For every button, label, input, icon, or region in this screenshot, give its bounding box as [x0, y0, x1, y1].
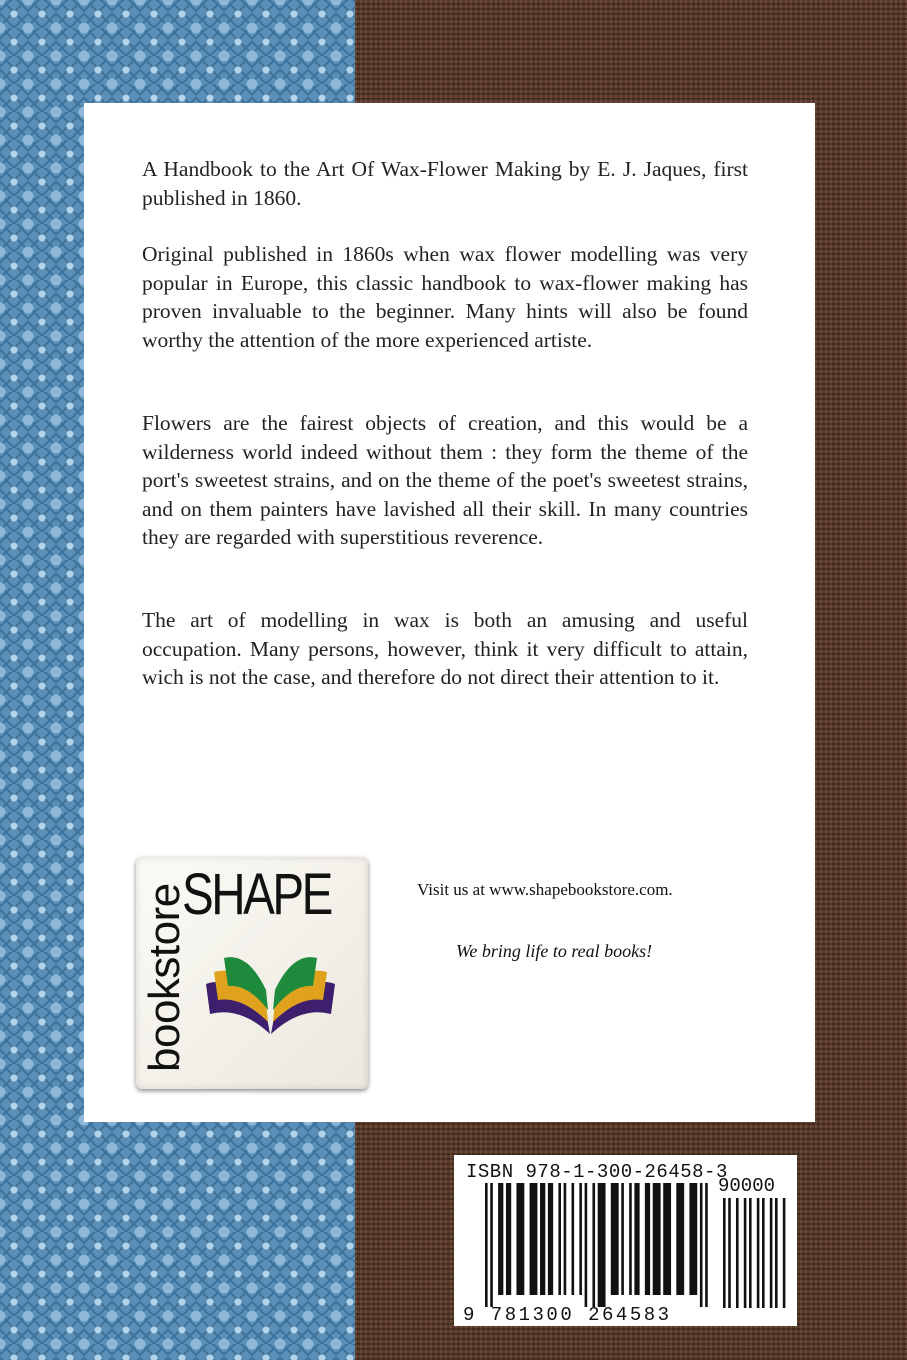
barcode-bar	[485, 1183, 488, 1307]
tagline-text: We bring life to real books!	[456, 941, 653, 961]
barcode-bar	[564, 1183, 567, 1295]
barcode-bar	[611, 1183, 619, 1295]
barcode-bar	[653, 1183, 661, 1295]
description-paragraph-2: Original published in 1860s when wax flower modelling was very popular in Europe, this classic handbook to wax-flower making has proven invaluable to the beginner. Many hints will also be found worthy the attention of the more experienced artiste.	[142, 242, 748, 352]
barcode-bar	[783, 1198, 786, 1308]
barcode-bar	[676, 1183, 684, 1295]
barcode-bar	[592, 1183, 595, 1307]
barcode-bar	[749, 1198, 752, 1308]
barcode-bar	[598, 1183, 606, 1307]
description-paragraph-4: The art of modelling in wax is both an amusing and useful occupation. Many persons, however, think it very difficult to attain, wich is not the case, and therefore do not direct their attention to it.	[142, 608, 748, 689]
barcode-bar	[736, 1198, 739, 1308]
ean-digits: 9 781300 264583	[463, 1304, 672, 1326]
barcode-bar	[634, 1183, 639, 1295]
barcode-bar	[700, 1183, 703, 1307]
description-paragraph-1: A Handbook to the Art Of Wax-Flower Making by E. J. Jaques, first published in 1860.	[142, 157, 748, 210]
barcode-bar	[498, 1183, 503, 1295]
description-paragraph-3: Flowers are the fairest objects of creation, and this would be a wilderness world indeed without them : they form the theme of the port's sweetest strains, and on the theme of the poet's sweetest strains, and on them painters have lavished all their skill. In many countries they are regarded with superstitious reverence.	[142, 411, 748, 549]
logo-word-shape: SHAPE	[182, 862, 331, 927]
isbn-text: ISBN 978-1-300-26458-3	[466, 1161, 728, 1183]
price-barcode	[723, 1198, 788, 1320]
price-code: 90000	[718, 1175, 776, 1197]
barcode-bar	[770, 1198, 773, 1308]
barcode-bar	[540, 1183, 545, 1295]
open-book-icon	[198, 948, 343, 1044]
barcode-bar	[558, 1183, 561, 1295]
barcode-bar	[645, 1183, 650, 1295]
barcode-bar	[663, 1183, 671, 1295]
barcode-bar	[762, 1198, 765, 1308]
barcode-bar	[744, 1198, 747, 1308]
barcode-bar	[775, 1198, 778, 1308]
barcode-bar	[585, 1183, 588, 1307]
barcode-bar	[548, 1183, 553, 1295]
logo-word-bookstore: bookstore	[140, 883, 189, 1072]
barcode-bar	[728, 1198, 731, 1308]
barcode-bar	[629, 1183, 632, 1295]
barcode-bar	[571, 1183, 574, 1295]
barcode-bar	[579, 1183, 582, 1295]
barcode-bar	[689, 1183, 697, 1295]
barcode-bar	[705, 1183, 708, 1307]
barcode-bar	[516, 1183, 524, 1295]
barcode-bar	[621, 1183, 624, 1295]
barcode-bar	[490, 1183, 493, 1307]
barcode-bar	[723, 1198, 726, 1308]
website-text: Visit us at www.shapebookstore.com.	[417, 880, 673, 899]
barcode-bar	[530, 1183, 538, 1295]
isbn-barcode	[485, 1183, 713, 1307]
barcode-bar	[757, 1198, 760, 1308]
barcode-bar	[506, 1183, 511, 1295]
